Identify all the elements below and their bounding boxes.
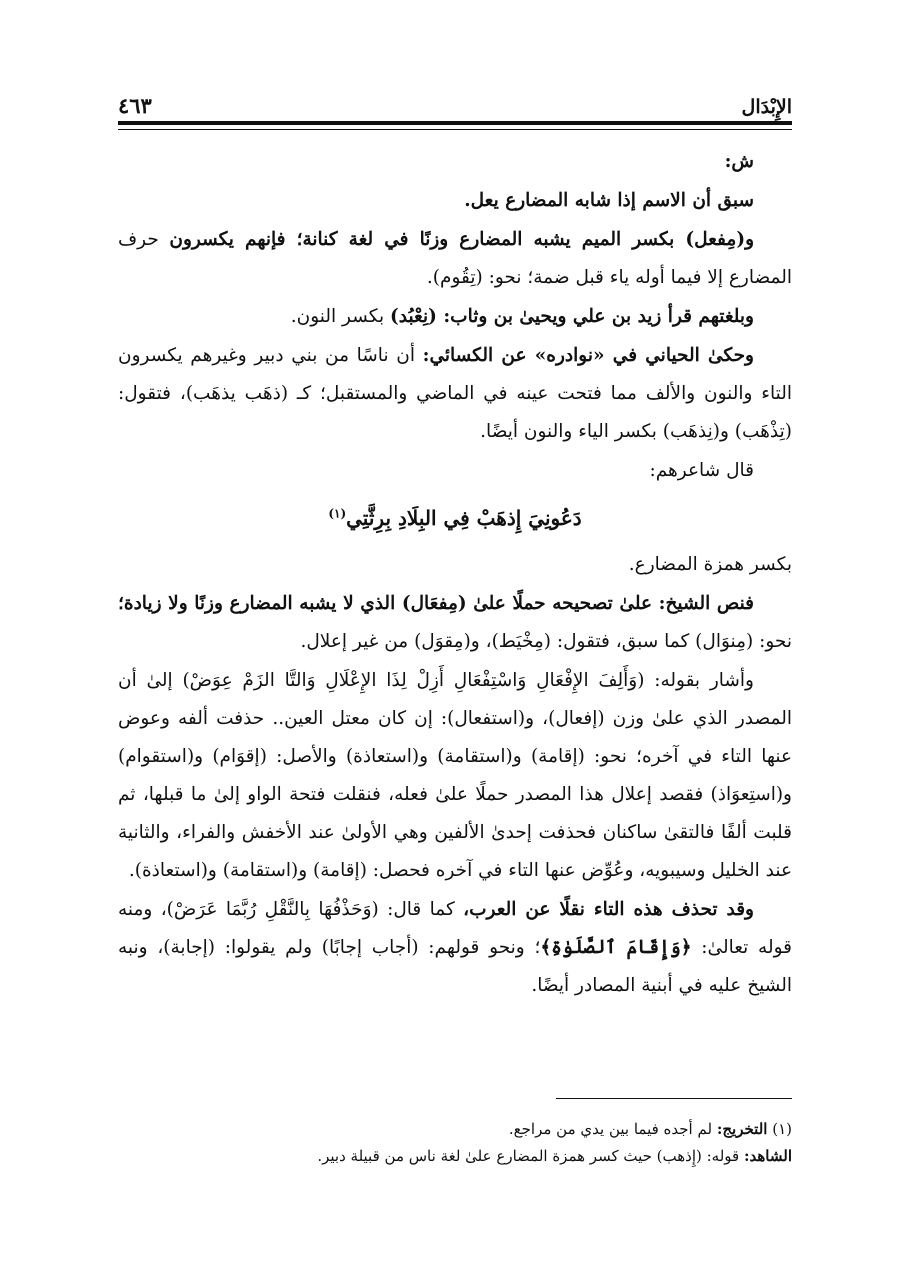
footnote-1-text: لم أجده فيما بين يدي من مراجع. [508, 1120, 717, 1138]
paragraph-ifal-explanation: وأشار بقوله: (وَأَلِفَ الإِفْعَالِ وَاسْتِفْعَالِ أَزِلْ لِذَا الإِعْلَالِ وَالتَّا الزَمْ عِوَضْ) إلىٰ أن المصدر الذي علىٰ وزن (إفعال)، و(استفعال): إن كان معتل العين.. حذفت ألفه وعوض عنها التاء في آخره؛ نحو: (إقامة) و(استقامة) و(استعاذة) والأصل: (إقوَام) و(استقوام) و(استِعوَاذ) فقصد إعلال هذا المصدر حملًا علىٰ فعله، فنقلت فتحة الواو إلىٰ ما قبلها، ثم قلبت ألفًا فالتقىٰ ساكنان فحذفت إحدىٰ الألفين وهي الأولىٰ عند الأخفش والفراء، والثانية عند الخليل وسيبويه، وعُوِّض عنها التاء في آخره فحصل: (إقامة) و(استقامة) و(استعاذة). [118, 670, 792, 881]
paragraph-mifal [118, 221, 792, 297]
footnote-2 [118, 1143, 792, 1170]
paragraph-intro-marker: ش: [724, 151, 754, 172]
page-number: ٤٦٣ [118, 93, 152, 118]
paragraph-kisai [118, 337, 792, 451]
paragraph-poet-intro: قال شاعرهم: [649, 460, 754, 481]
paragraph-kisai-rest: أن ناسًا من بني دبير وغيرهم يكسرون التاء والنون والألف مما فتحت عينه في الماضي والمستقبل؛ كـ (ذهَب يذهَب)، فتقول: (تِذْهَب) و(نِذهَب) بكسر الياء والنون أيضًا. [118, 345, 792, 442]
paragraph-sheikh-rest: نحو: (مِنوَال) كما سبق، فتقول: (مِخْيَط)، و(مِقوَل) من غير إعلال. [300, 631, 792, 652]
paragraph-kisai-bold: وحكىٰ الحياني في «نوادره» عن الكسائي: [422, 345, 754, 366]
paragraph-sheikh-bold: فنص الشيخ: علىٰ تصحيحه حملًا علىٰ (مِفعَال) الذي لا يشبه المضارع وزنًا ولا زيادة؛ [118, 593, 754, 614]
page-header [118, 82, 792, 118]
paragraph-verse-note: بكسر همزة المضارع. [628, 554, 792, 575]
footnotes [118, 1116, 792, 1170]
paragraph-sheikh-text [118, 585, 792, 661]
verse-text: دَعُونِيَ إِذهَبْ فِي البِلَادِ بِرِثَّتِي [346, 506, 582, 530]
verse-footnote-marker: (١) [328, 506, 347, 521]
footnote-2-label: الشاهد: [743, 1147, 792, 1165]
paragraph-reading [118, 298, 792, 336]
page [118, 0, 792, 1271]
footnote-1-marker: (١) [772, 1120, 792, 1138]
paragraph-reading-rest: بكسر النون. [290, 306, 391, 327]
poetry-verse [118, 492, 792, 544]
paragraph-ta-deletion [118, 891, 792, 1005]
quran-quote: ﴿وَإِقَامَ ٱلصَّلَوٰةِ﴾ [540, 937, 692, 958]
header-rule-thin [118, 129, 792, 130]
footnote-1-label: التخريج: [716, 1120, 768, 1138]
paragraph-ta-deletion-a: كما قال: (وَحَذْفُهَا بِالنَّقْلِ رُبَّمَا عَرَضْ)، ومنه قوله تعالىٰ: [118, 899, 792, 958]
paragraph-ta-deletion-b: ؛ ونحو قولهم: (أجاب إجابًا) ولم يقولوا: (إجابة)، ونبه الشيخ عليه في أبنية المصادر أيضًا. [118, 937, 792, 996]
footnote-1 [118, 1116, 792, 1143]
running-title: الإِبْدَال [741, 96, 792, 118]
paragraph-summary: سبق أن الاسم إذا شابه المضارع يعل. [464, 190, 754, 211]
paragraph-mifal-rest: حرف المضارع إلا فيما أوله ياء قبل ضمة؛ نحو: (تِقُوم). [118, 229, 792, 288]
paragraph-mifal-bold: و(مِفعل) بكسر الميم يشبه المضارع وزنًا في لغة كنانة؛ فإنهم يكسرون [169, 229, 755, 250]
header-rule-thick [118, 121, 792, 125]
footnote-2-text: قوله: (إِذهب) حيث كسر همزة المضارع علىٰ لغة ناس من قبيلة دبير. [317, 1147, 744, 1165]
paragraph-ta-deletion-bold: وقد تحذف هذه التاء نقلًا عن العرب، [463, 899, 754, 920]
paragraph-reading-bold: وبلغتهم قرأ زيد بن علي ويحيىٰ بن وثاب: (نِعْبُد) [390, 306, 754, 327]
main-text [118, 143, 792, 1006]
footnote-separator [556, 1098, 792, 1099]
